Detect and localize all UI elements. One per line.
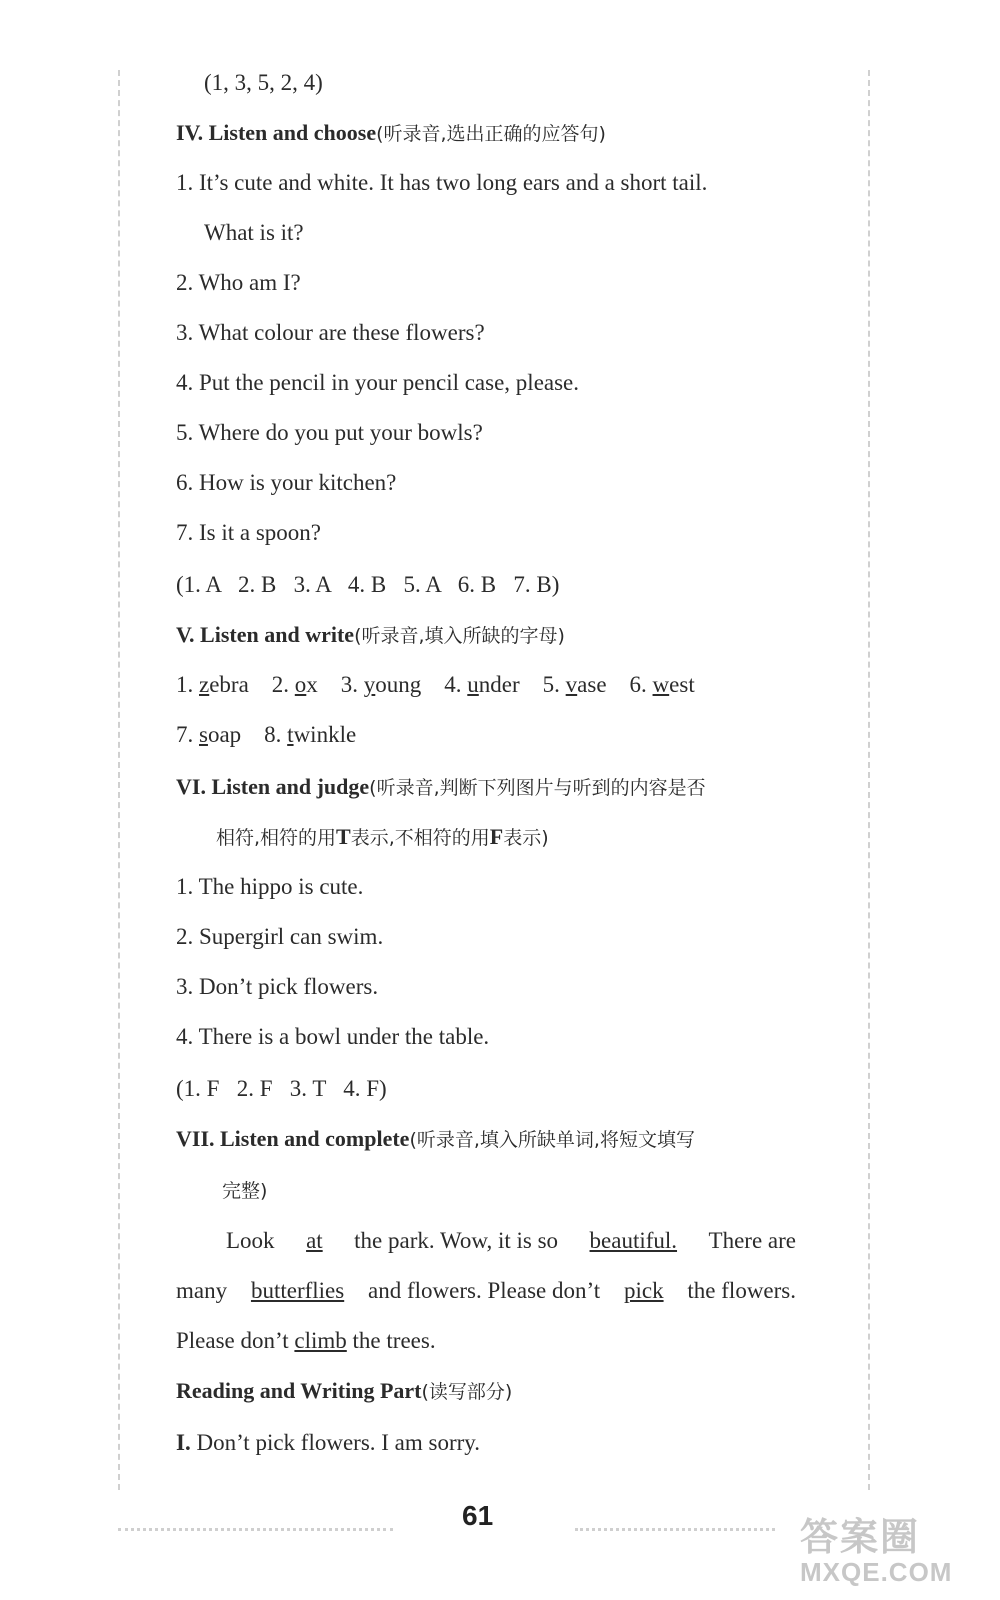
answers: (1. F 2. F 3. T 4. F) — [176, 1076, 387, 1101]
question: 5. Where do you put your bowls? — [176, 420, 483, 445]
section-title: V. Listen and write — [176, 622, 355, 647]
passage-line-1: Look at the park. Wow, it is so beautiful. There are — [226, 1226, 796, 1256]
page-number: 61 — [462, 1500, 494, 1531]
rw-item-i — [176, 1428, 480, 1458]
question: 7. Is it a spoon? — [176, 520, 322, 545]
section-instruction-continued: 相符,相符的用T表示,不相符的用F表示) — [216, 824, 549, 849]
section-instruction: (听录音,判断下列图片与听到的内容是否 — [369, 777, 706, 799]
question: 3. What colour are these flowers? — [176, 320, 485, 345]
letter-answers-row-2 — [176, 720, 356, 750]
letter-answer: 1. zebra — [176, 672, 249, 697]
letter-answer: 8. twinkle — [264, 722, 357, 747]
letter-answer: 3. young — [340, 672, 422, 697]
passage-line-3: Please don’t climb the trees. — [176, 1328, 436, 1353]
footer-rule-right — [575, 1528, 775, 1531]
left-margin-line — [118, 70, 120, 1490]
question: 1. It’s cute and white. It has two long ears and a short tail. — [176, 170, 708, 195]
section-instruction: (听录音,填入所缺单词,将短文填写 — [409, 1129, 695, 1151]
section-title: Reading and Writing Part — [176, 1378, 422, 1403]
passage-line-2: many butterflies and flowers. Please don’t pick the flowers. — [176, 1276, 796, 1306]
section-v-heading — [176, 620, 565, 651]
letter-answer: 6. west — [629, 672, 695, 697]
section-vi-heading — [176, 772, 706, 803]
question: 2. Supergirl can swim. — [176, 924, 384, 949]
reading-writing-heading — [176, 1376, 512, 1407]
section-title: VII. Listen and complete — [176, 1126, 410, 1151]
item-label: I. — [176, 1430, 191, 1455]
letter-answer: 4. under — [444, 672, 520, 697]
section-instruction: (读写部分) — [421, 1381, 513, 1403]
filled-blank: at — [306, 1228, 323, 1253]
filled-blank: butterflies — [250, 1278, 345, 1303]
question-continued: What is it? — [204, 220, 304, 245]
answers: (1. A 2. B 3. A 4. B 5. A 6. B 7. B) — [176, 572, 560, 597]
section-instruction-continued: 完整) — [222, 1180, 268, 1202]
question: 4. There is a bowl under the table. — [176, 1024, 490, 1049]
filled-blank: pick — [623, 1278, 664, 1303]
question: 1. The hippo is cute. — [176, 874, 364, 899]
item-text: Don’t pick flowers. I am sorry. — [196, 1430, 481, 1455]
section-title: IV. Listen and choose — [176, 120, 377, 145]
filled-blank: beautiful. — [589, 1228, 678, 1253]
watermark-top: 答案圈 — [800, 1517, 921, 1559]
section-vii-heading — [176, 1124, 695, 1155]
question: 2. Who am I? — [176, 270, 301, 295]
section-instruction: (听录音,填入所缺的字母) — [354, 625, 565, 647]
filled-blank: climb — [294, 1328, 347, 1353]
section-title: VI. Listen and judge — [176, 774, 370, 799]
watermark-bottom: MXQE.COM — [800, 1557, 953, 1587]
letter-answer: 5. vase — [542, 672, 607, 697]
answers-top: (1, 3, 5, 2, 4) — [204, 70, 323, 95]
right-margin-line — [868, 70, 870, 1490]
question: 4. Put the pencil in your pencil case, please. — [176, 370, 580, 395]
letter-answers-row-1 — [176, 670, 695, 700]
letter-answer: 2. ox — [271, 672, 318, 697]
watermark-logo — [800, 1506, 976, 1594]
footer-rule-left — [118, 1528, 393, 1531]
section-iv-heading — [176, 118, 606, 149]
section-instruction: (听录音,选出正确的应答句) — [376, 123, 606, 145]
question: 3. Don’t pick flowers. — [176, 974, 379, 999]
letter-answer: 7. soap — [176, 722, 242, 747]
question: 6. How is your kitchen? — [176, 470, 397, 495]
